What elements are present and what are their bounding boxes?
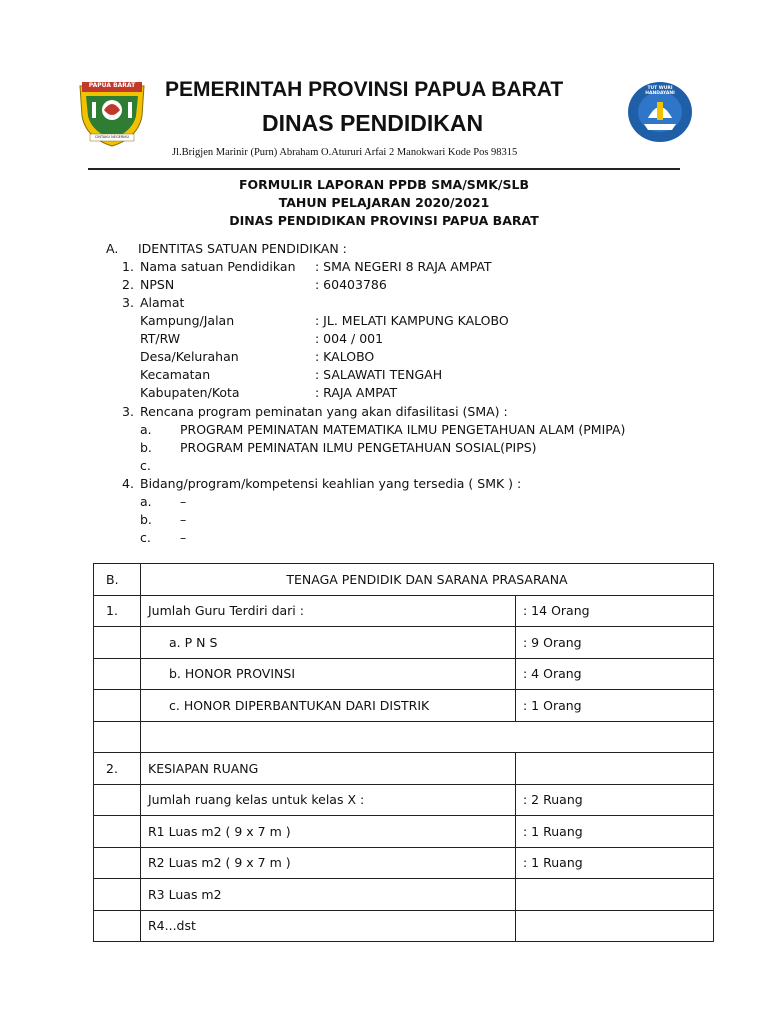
- left-logo-label: PAPUA BARAT: [88, 82, 136, 89]
- program-letter: b.: [140, 440, 152, 455]
- field-num: 1.: [122, 259, 134, 274]
- row-label: c. HONOR DIPERBANTUKAN DARI DISTRIK: [141, 690, 516, 722]
- smk-heading: Bidang/program/kompetensi keahlian yang tersedia ( SMK ) :: [140, 476, 522, 491]
- row-num: [94, 690, 141, 722]
- office-heading: DINAS PENDIDIKAN: [262, 110, 484, 136]
- smk-item: –: [180, 512, 187, 527]
- row-label: Jumlah Guru Terdiri dari :: [141, 595, 516, 627]
- form-title: FORMULIR LAPORAN PPDB SMA/SMK/SLB: [239, 177, 529, 192]
- smk-heading-num: 4.: [122, 476, 134, 491]
- header-divider: [88, 168, 680, 170]
- row-num: [94, 847, 141, 879]
- program-heading: Rencana program peminatan yang akan difasilitasi (SMA) :: [140, 404, 508, 419]
- program-heading-num: 3.: [122, 404, 134, 419]
- address-value-regency: : RAJA AMPAT: [315, 385, 398, 400]
- field-num: 3.: [122, 295, 134, 310]
- row-label: R3 Luas m2: [141, 879, 516, 911]
- table-row: [94, 690, 714, 722]
- table-row: [94, 658, 714, 690]
- address-label-rtrw: RT/RW: [140, 331, 181, 346]
- table-row: [94, 847, 714, 879]
- field-value-school-name: : SMA NEGERI 8 RAJA AMPAT: [315, 259, 492, 274]
- row-num: [94, 879, 141, 911]
- government-heading: PEMERINTAH PROVINSI PAPUA BARAT: [165, 78, 564, 101]
- row-num: 1.: [94, 595, 141, 627]
- row-value: : 1 Ruang: [516, 816, 714, 848]
- row-value: : 14 Orang: [516, 595, 714, 627]
- row-num: [94, 816, 141, 848]
- address-value-street: : JL. MELATI KAMPUNG KALOBO: [315, 313, 509, 328]
- section-a-label: A.: [106, 241, 119, 256]
- resources-table: [93, 563, 714, 942]
- section-a-heading: IDENTITAS SATUAN PENDIDIKAN :: [138, 241, 347, 256]
- program-letter: a.: [140, 422, 152, 437]
- address-label-street: Kampung/Jalan: [140, 313, 235, 328]
- table-row: [94, 879, 714, 911]
- program-item: PROGRAM PEMINATAN ILMU PENGETAHUAN SOSIAL(PIPS): [180, 440, 537, 455]
- field-num: 2.: [122, 277, 134, 292]
- field-label-address: Alamat: [140, 295, 185, 310]
- address-label-district: Kecamatan: [140, 367, 211, 382]
- tut-wuri-handayani-logo: [626, 80, 694, 144]
- left-logo-motto: CINTAKU NEGERIKU: [94, 135, 130, 139]
- row-num: 2.: [94, 753, 141, 785]
- row-num: [94, 784, 141, 816]
- academic-year: TAHUN PELAJARAN 2020/2021: [278, 195, 490, 210]
- row-label: KESIAPAN RUANG: [141, 753, 516, 785]
- smk-letter: b.: [140, 512, 152, 527]
- table-row: [94, 595, 714, 627]
- row-label: a. P N S: [141, 627, 516, 659]
- smk-item: –: [180, 530, 187, 545]
- row-num: [94, 658, 141, 690]
- row-value: [516, 879, 714, 911]
- smk-item: –: [180, 494, 187, 509]
- row-label: R1 Luas m2 ( 9 x 7 m ): [141, 816, 516, 848]
- program-letter: c.: [140, 458, 151, 473]
- row-label: R4...dst: [141, 910, 516, 942]
- address-value-village: : KALOBO: [315, 349, 375, 364]
- row-value: : 4 Orang: [516, 658, 714, 690]
- row-value: : 1 Ruang: [516, 847, 714, 879]
- papua-barat-logo: [76, 76, 148, 148]
- table-row: [94, 753, 714, 785]
- address-value-district: : SALAWATI TENGAH: [315, 367, 443, 382]
- row-value: : 1 Orang: [516, 690, 714, 722]
- row-label: [141, 721, 714, 753]
- row-num: [94, 627, 141, 659]
- address-value-rtrw: : 004 / 001: [315, 331, 384, 346]
- smk-letter: a.: [140, 494, 152, 509]
- row-value: [516, 910, 714, 942]
- table-row-empty: [94, 721, 714, 753]
- table-row: [94, 627, 714, 659]
- table-row: [94, 910, 714, 942]
- field-label-school-name: Nama satuan Pendidikan: [140, 259, 296, 274]
- right-logo-motto: TUT WURI HANDAYANI: [645, 86, 675, 96]
- agency-title: DINAS PENDIDIKAN PROVINSI PAPUA BARAT: [229, 213, 539, 228]
- table-row: [94, 784, 714, 816]
- row-value: : 9 Orang: [516, 627, 714, 659]
- row-num: [94, 721, 141, 753]
- table-header-num: B.: [94, 564, 141, 596]
- field-label-npsn: NPSN: [140, 277, 175, 292]
- program-item: PROGRAM PEMINATAN MATEMATIKA ILMU PENGETAHUAN ALAM (PMIPA): [180, 422, 626, 437]
- address-label-village: Desa/Kelurahan: [140, 349, 239, 364]
- table-header-row: [94, 564, 714, 596]
- field-value-npsn: : 60403786: [315, 277, 387, 292]
- row-value: [516, 753, 714, 785]
- address-label-regency: Kabupaten/Kota: [140, 385, 240, 400]
- row-label: b. HONOR PROVINSI: [141, 658, 516, 690]
- row-label: R2 Luas m2 ( 9 x 7 m ): [141, 847, 516, 879]
- smk-letter: c.: [140, 530, 151, 545]
- table-header-title: TENAGA PENDIDIK DAN SARANA PRASARANA: [141, 564, 714, 596]
- table-row: [94, 816, 714, 848]
- office-address: Jl.Brigjen Marinir (Purn) Abraham O.Atururi Arfai 2 Manokwari Kode Pos 98315: [172, 147, 518, 158]
- row-label: Jumlah ruang kelas untuk kelas X :: [141, 784, 516, 816]
- row-num: [94, 910, 141, 942]
- row-value: : 2 Ruang: [516, 784, 714, 816]
